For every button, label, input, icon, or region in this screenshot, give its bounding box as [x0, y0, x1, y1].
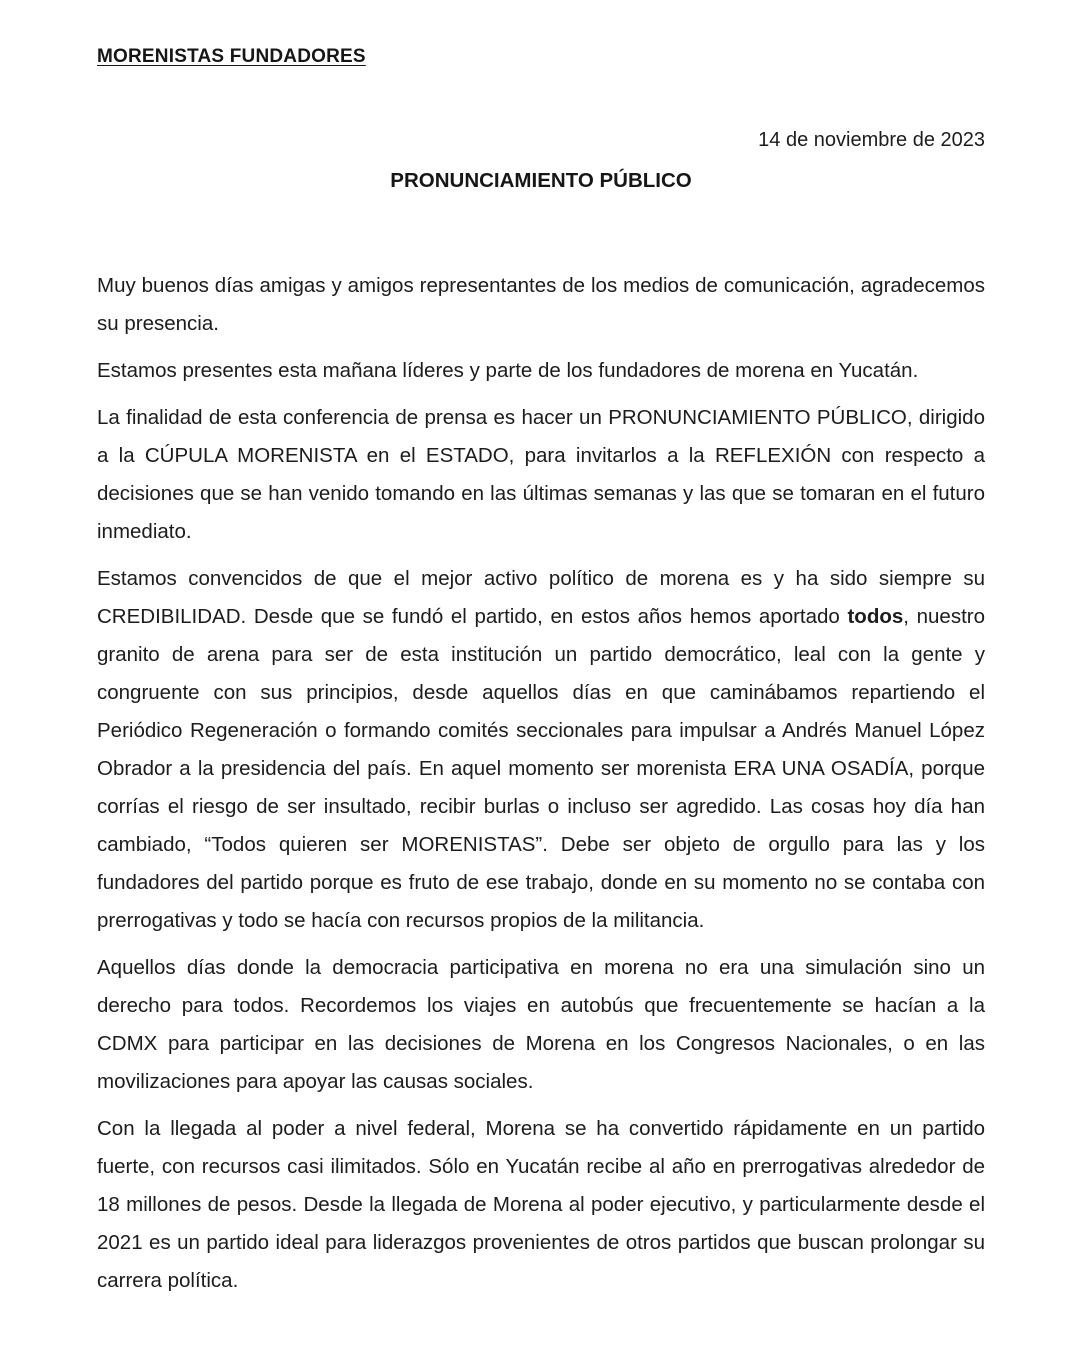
- body-paragraph: [97, 267, 985, 343]
- text-run: Estamos presentes esta mañana líderes y parte de los fundadores de morena en Yucatán.: [97, 359, 919, 382]
- text-run-bold: todos: [847, 605, 904, 628]
- text-run: Estamos convencidos de que el mejor activo político de morena es y ha sido siempre su CREDIBILIDAD. Desde que se fundó el partido, en estos años hemos aportado: [97, 567, 985, 628]
- document-title: PRONUNCIAMIENTO PÚBLICO: [390, 169, 692, 192]
- text-run: , nuestro granito de arena para ser de esta institución un partido democrático, leal con la gente y congruente con sus principios, desde aquellos días en que caminábamos repartiendo el Periódico Regeneración o formando comités seccionales para impulsar a Andrés Manuel López Obrador a la presidencia del país. En aquel momento ser morenista ERA UNA OSADÍA, porque corrías el riesgo de ser insultado, recibir burlas o incluso ser agredido. Las cosas hoy día han cambiado, “Todos quieren ser MORENISTAS”. Debe ser objeto de orgullo para las y los fundadores del partido porque es fruto de ese trabajo, donde en su momento no se contaba con prerrogativas y todo se hacía con recursos propios de la militancia.: [97, 605, 985, 932]
- body-paragraph: [97, 560, 985, 940]
- text-run: Con la llegada al poder a nivel federal, Morena se ha convertido rápidamente en un partido fuerte, con recursos casi ilimitados. Sólo en Yucatán recibe al año en prerrogativas alrededor de 18 millones de pesos. Desde la llegada de Morena al poder ejecutivo, y particularmente desde el 2021 es un partido ideal para liderazgos provenientes de otros partidos que buscan prolongar su carrera política.: [97, 1117, 985, 1292]
- text-run: Aquellos días donde la democracia participativa en morena no era una simulación sino un derecho para todos. Recordemos los viajes en autobús que frecuentemente se hacían a la CDMX para participar en las decisiones de Morena en los Congresos Nacionales, o en las movilizaciones para apoyar las causas sociales.: [97, 956, 985, 1093]
- body-paragraph: [97, 949, 985, 1101]
- body-paragraph: [97, 1110, 985, 1300]
- body-paragraph: [97, 352, 985, 390]
- body-paragraph: [97, 399, 985, 551]
- text-run: La finalidad de esta conferencia de prensa es hacer un PRONUNCIAMIENTO PÚBLICO, dirigido a la CÚPULA MORENISTA en el ESTADO, para invitarlos a la REFLEXIÓN con respecto a decisiones que se han venido tomando en las últimas semanas y las que se tomaran en el futuro inmediato.: [97, 406, 985, 543]
- letterhead: MORENISTAS FUNDADORES: [97, 46, 366, 67]
- text-run: Muy buenos días amigas y amigos representantes de los medios de comunicación, agradecemos su presencia.: [97, 274, 985, 335]
- document-body: [97, 267, 985, 1300]
- document-date: 14 de noviembre de 2023: [758, 129, 985, 151]
